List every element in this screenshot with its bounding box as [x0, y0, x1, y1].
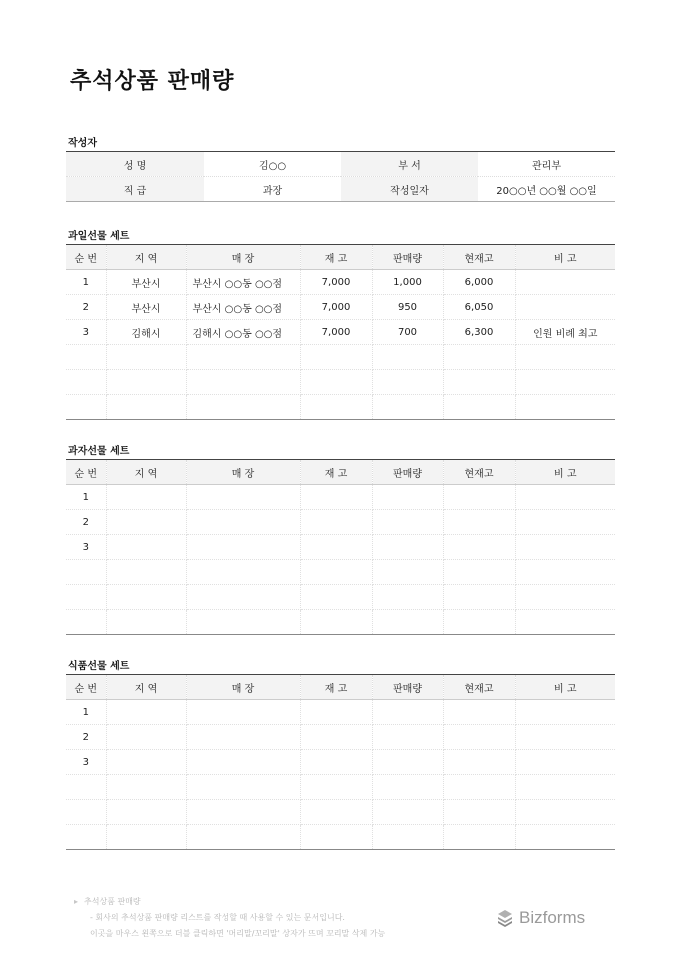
column-header: 비 고: [515, 245, 615, 270]
author-value-cell: 20○○년 ○○월 ○○일: [496, 185, 597, 197]
table-cell: 3: [66, 535, 106, 560]
table-row: [66, 270, 615, 295]
author-label-cell: 작성일자: [341, 177, 478, 202]
author-row: [66, 152, 615, 177]
table-cell: [186, 585, 300, 610]
column-header: 지 역: [106, 675, 186, 700]
table-cell: [66, 610, 106, 635]
table-cell: [106, 825, 186, 850]
footer-title: 추석상품 판매량: [84, 897, 141, 906]
table-row: [66, 585, 615, 610]
table-cell: 김해시 ○○동 ○○점: [186, 320, 300, 345]
table-cell: [443, 535, 515, 560]
table-cell: 1: [66, 270, 106, 295]
author-label-cell: 부 서: [341, 152, 478, 177]
bizforms-logo: [496, 908, 585, 928]
author-row: [66, 177, 615, 202]
bizforms-logo-text: Bizforms: [519, 908, 586, 927]
column-header: 순 번: [66, 245, 106, 270]
table-cell: [443, 370, 515, 395]
table-cell: [300, 800, 372, 825]
table-cell: [106, 370, 186, 395]
footer-note: [74, 894, 385, 942]
table-header-row: [66, 245, 615, 270]
table-row: [66, 535, 615, 560]
table-cell: [372, 725, 443, 750]
column-header: 지 역: [106, 460, 186, 485]
footer-instruction: 이곳을 마우스 왼쪽으로 더블 클릭하면 '머리말/꼬리말' 상자가 뜨며 꼬리말 삭제 가능: [90, 929, 386, 938]
table-cell: [106, 725, 186, 750]
table-cell: [186, 535, 300, 560]
table-cell: [186, 725, 300, 750]
table-cell: [443, 395, 515, 420]
table-row: [66, 295, 615, 320]
table-cell: [186, 825, 300, 850]
section-label-food: 식품선물 세트: [68, 661, 130, 672]
table-header-row: [66, 460, 615, 485]
snack-gift-table: [66, 459, 615, 635]
table-cell: [106, 560, 186, 585]
table-cell: [515, 510, 615, 535]
table-cell: [300, 560, 372, 585]
footer-description: - 회사의 추석상품 판매량 리스트를 작성할 때 사용할 수 있는 문서입니다.: [90, 913, 345, 922]
table-cell: [106, 345, 186, 370]
table-cell: [300, 395, 372, 420]
food-gift-table: [66, 674, 615, 850]
table-cell: 7,000: [300, 295, 372, 320]
table-cell: [66, 775, 106, 800]
table-cell: [300, 510, 372, 535]
section-label-snack: 과자선물 세트: [68, 446, 130, 457]
table-cell: [186, 610, 300, 635]
table-cell: 3: [66, 320, 106, 345]
table-cell: [515, 610, 615, 635]
author-value-cell: 김○○: [204, 152, 341, 177]
table-cell: [443, 510, 515, 535]
table-cell: 1: [66, 700, 106, 725]
table-cell: 6,300: [443, 320, 515, 345]
table-cell: 부산시: [106, 295, 186, 320]
table-cell: [186, 700, 300, 725]
table-cell: [186, 395, 300, 420]
table-cell: [372, 345, 443, 370]
table-cell: [106, 700, 186, 725]
column-header: 판매량: [372, 245, 443, 270]
column-header: 매 장: [186, 675, 300, 700]
table-cell: [106, 610, 186, 635]
table-cell: [443, 610, 515, 635]
table-cell: [186, 485, 300, 510]
author-label-cell: 성 명: [66, 152, 204, 177]
table-cell: [106, 775, 186, 800]
table-cell: 6,000: [443, 270, 515, 295]
table-cell: [372, 775, 443, 800]
table-cell: [515, 370, 615, 395]
table-cell: [106, 535, 186, 560]
column-header: 비 고: [515, 675, 615, 700]
table-cell: [300, 345, 372, 370]
table-cell: [372, 700, 443, 725]
table-cell: [443, 485, 515, 510]
table-row: [66, 725, 615, 750]
table-cell: [372, 800, 443, 825]
table-cell: [515, 535, 615, 560]
table-cell: [186, 560, 300, 585]
table-cell: [515, 800, 615, 825]
table-cell: [515, 825, 615, 850]
table-cell: [515, 775, 615, 800]
table-cell: 6,050: [443, 295, 515, 320]
table-row: [66, 800, 615, 825]
author-value-cell: 관리부: [478, 152, 615, 177]
table-cell: 2: [66, 725, 106, 750]
table-cell: [443, 825, 515, 850]
table-row: [66, 320, 615, 345]
table-cell: [106, 585, 186, 610]
column-header: 지 역: [106, 245, 186, 270]
table-cell: [66, 825, 106, 850]
page-title: 추석상품 판매량: [70, 69, 235, 94]
table-cell: [443, 345, 515, 370]
table-cell: [106, 800, 186, 825]
table-cell: 1,000: [372, 270, 443, 295]
table-cell: 700: [372, 320, 443, 345]
table-cell: [515, 295, 615, 320]
author-value-cell: 과장: [262, 185, 283, 197]
table-cell: 2: [66, 295, 106, 320]
table-cell: 7,000: [300, 320, 372, 345]
bullet-icon: ▸: [74, 897, 79, 906]
table-cell: [515, 395, 615, 420]
table-cell: [515, 270, 615, 295]
table-cell: [186, 800, 300, 825]
table-cell: [66, 370, 106, 395]
table-cell: 1: [66, 485, 106, 510]
table-cell: [186, 370, 300, 395]
table-cell: [372, 825, 443, 850]
table-cell: [66, 345, 106, 370]
column-header: 현재고: [443, 460, 515, 485]
column-header: 판매량: [372, 675, 443, 700]
table-row: [66, 485, 615, 510]
column-header: 순 번: [66, 675, 106, 700]
column-header: 판매량: [372, 460, 443, 485]
section-label-fruit: 과일선물 세트: [68, 231, 130, 242]
author-section-label: 작성자: [68, 138, 97, 149]
column-header: 현재고: [443, 245, 515, 270]
table-row: [66, 825, 615, 850]
table-cell: 2: [66, 510, 106, 535]
table-cell: [300, 700, 372, 725]
table-cell: 인원 비례 최고: [515, 320, 615, 345]
table-cell: [515, 560, 615, 585]
author-table: [66, 151, 615, 202]
column-header: 매 장: [186, 460, 300, 485]
table-cell: [300, 370, 372, 395]
table-cell: [443, 700, 515, 725]
table-row: [66, 395, 615, 420]
fruit-gift-table: [66, 244, 615, 420]
table-cell: 부산시 ○○동 ○○점: [186, 295, 300, 320]
table-cell: [443, 585, 515, 610]
table-cell: [186, 510, 300, 535]
column-header: 재 고: [300, 675, 372, 700]
table-cell: [372, 510, 443, 535]
table-cell: [300, 585, 372, 610]
table-cell: 부산시 ○○동 ○○점: [186, 270, 300, 295]
table-cell: [66, 395, 106, 420]
table-cell: [300, 610, 372, 635]
column-header: 현재고: [443, 675, 515, 700]
table-cell: [515, 725, 615, 750]
table-cell: [515, 345, 615, 370]
table-cell: [515, 750, 615, 775]
table-cell: [443, 775, 515, 800]
table-cell: 김해시: [106, 320, 186, 345]
table-cell: 3: [66, 750, 106, 775]
table-row: [66, 370, 615, 395]
table-cell: [443, 560, 515, 585]
table-cell: [372, 485, 443, 510]
column-header: 재 고: [300, 460, 372, 485]
table-cell: [300, 825, 372, 850]
table-cell: [66, 800, 106, 825]
table-cell: [443, 725, 515, 750]
table-cell: [443, 750, 515, 775]
table-cell: [106, 485, 186, 510]
table-cell: 950: [372, 295, 443, 320]
table-cell: [300, 750, 372, 775]
table-cell: 부산시: [106, 270, 186, 295]
table-row: [66, 510, 615, 535]
table-cell: [515, 700, 615, 725]
table-cell: [372, 395, 443, 420]
table-cell: [66, 585, 106, 610]
column-header: 매 장: [186, 245, 300, 270]
table-cell: [372, 560, 443, 585]
author-label-cell: 직 급: [66, 177, 204, 202]
table-cell: [372, 610, 443, 635]
table-row: [66, 775, 615, 800]
table-cell: 7,000: [300, 270, 372, 295]
table-cell: [300, 535, 372, 560]
table-cell: [300, 725, 372, 750]
table-cell: [300, 485, 372, 510]
table-cell: [515, 485, 615, 510]
table-row: [66, 560, 615, 585]
table-row: [66, 610, 615, 635]
table-cell: [372, 535, 443, 560]
bizforms-logo-icon: [496, 909, 514, 927]
table-cell: [372, 370, 443, 395]
table-cell: [106, 750, 186, 775]
table-cell: [300, 775, 372, 800]
column-header: 재 고: [300, 245, 372, 270]
table-cell: [515, 585, 615, 610]
table-header-row: [66, 675, 615, 700]
table-row: [66, 345, 615, 370]
table-cell: [186, 750, 300, 775]
table-row: [66, 750, 615, 775]
column-header: 순 번: [66, 460, 106, 485]
table-cell: [372, 585, 443, 610]
table-cell: [106, 395, 186, 420]
table-cell: [186, 345, 300, 370]
column-header: 비 고: [515, 460, 615, 485]
table-cell: [66, 560, 106, 585]
table-cell: [106, 510, 186, 535]
table-cell: [186, 775, 300, 800]
table-row: [66, 700, 615, 725]
table-cell: [443, 800, 515, 825]
table-cell: [372, 750, 443, 775]
